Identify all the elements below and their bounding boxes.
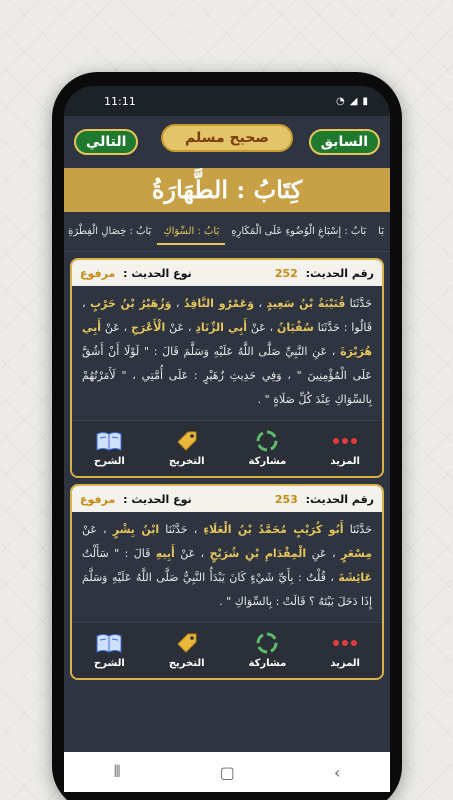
hadith-card bbox=[70, 258, 384, 478]
next-button[interactable]: التالي bbox=[74, 129, 138, 155]
more-button[interactable] bbox=[330, 632, 360, 669]
narrator-name: الْمِقْدَامِ بْنِ شُرَيْحٍ bbox=[209, 547, 307, 560]
hadith-text bbox=[72, 512, 382, 622]
status-bar bbox=[64, 86, 390, 116]
hadith-segment: حَدَّثَنَا bbox=[343, 523, 373, 536]
tab-chapter-4[interactable]: بَا bbox=[378, 226, 384, 237]
tab-chapter-siwak[interactable]: بَابُ : السِّوَاكِ bbox=[157, 218, 225, 245]
narrator-name: ابْنُ بِشْرٍ bbox=[112, 523, 160, 536]
app-screen bbox=[64, 86, 390, 792]
hadith-number: 252 bbox=[274, 266, 298, 280]
back-icon[interactable]: ‹ bbox=[334, 762, 341, 782]
hadith-type-label: نوع الحديث : bbox=[123, 492, 192, 506]
book-icon bbox=[95, 632, 123, 654]
takhrij-button[interactable] bbox=[169, 632, 205, 669]
explanation-button[interactable] bbox=[94, 632, 125, 669]
hadith-segment: ، bbox=[254, 297, 267, 310]
home-icon[interactable]: ▢ bbox=[219, 762, 235, 782]
chapter-tabs bbox=[64, 212, 390, 252]
narrator-name: أَبِي الزِّنَادِ bbox=[195, 321, 248, 334]
narrator-name: قُتَيْبَةُ بْنُ سَعِيدٍ bbox=[266, 297, 346, 310]
narrator-name: أَبِي هُرَيْرَةَ bbox=[82, 321, 372, 358]
hadith-segment: ، عَنِ bbox=[306, 547, 341, 560]
wifi-icon: ◔ bbox=[336, 95, 345, 107]
narrator-name: أَبِيهِ bbox=[155, 547, 175, 560]
hadith-segment: ، قُلْتُ : بِأَيِّ شَيْءٍ كَانَ يَبْدَأُ النَّبِيُّ صَلَّى اللَّهُ عَلَيْهِ وَسَلَّمَ إِذَا دَخَلَ بَيْتَهُ ؟ قَالَتْ : بِالسِّوَاكِ " . bbox=[82, 571, 372, 608]
hadith-segment: ، عَنْ bbox=[247, 321, 278, 334]
share-icon bbox=[253, 632, 281, 654]
hadith-number-label: رقم الحديث: bbox=[305, 266, 374, 280]
more-icon bbox=[331, 632, 359, 654]
share-label: مشاركة bbox=[248, 456, 287, 467]
book-title-banner: كِتَابُ : الطَّهَارَةُ bbox=[64, 168, 390, 212]
hadith-segment: ، عَنِ النَّبِيِّ صَلَّى اللَّهُ عَلَيْهِ وَسَلَّمَ قَالَ : " لَوْلَا أَنْ أَشُقَّ عَلَى الْمُؤْمِنِينَ " ، وَفِي حَدِيثِ زُهَيْرٍ : عَلَى أُمَّتِي ، " لَأَمَرْتُهُمْ بِالسِّوَاكِ عِنْدَ كُلِّ صَلَاةٍ " . bbox=[82, 345, 372, 406]
hadith-segment: ، قَالُوا : حَدَّثَنَا bbox=[82, 297, 372, 334]
hadith-segment: ، حَدَّثَنَا bbox=[159, 523, 204, 536]
share-button[interactable] bbox=[249, 430, 287, 467]
tag-icon bbox=[173, 632, 201, 654]
more-label: المزيد bbox=[330, 658, 360, 669]
tab-chapter-3[interactable]: بَابُ : إِسْبَاغِ الْوُضُوءِ عَلَى الْمَكَارِهِ bbox=[231, 226, 367, 237]
narrator-name: وَعَمْرٌو النَّاقِدُ bbox=[183, 297, 255, 310]
hadith-segment: ، عَنْ bbox=[174, 547, 210, 560]
hadith-type: مرفوع bbox=[80, 492, 116, 506]
narrator-name: عَائِشَةَ bbox=[338, 571, 372, 584]
tag-icon bbox=[173, 430, 201, 452]
hadith-actions bbox=[72, 622, 382, 678]
hadith-type: مرفوع bbox=[80, 266, 116, 280]
hadith-text bbox=[72, 286, 382, 420]
explanation-button[interactable] bbox=[94, 430, 125, 467]
previous-button[interactable]: السابق bbox=[309, 129, 380, 155]
more-label: المزيد bbox=[330, 456, 360, 467]
hadith-actions bbox=[72, 420, 382, 476]
share-label: مشاركة bbox=[248, 658, 287, 669]
hadith-segment: ، عَنْ bbox=[101, 321, 131, 334]
book-icon bbox=[95, 430, 123, 452]
hadith-number: 253 bbox=[274, 492, 298, 506]
status-time: 11:11 bbox=[104, 94, 136, 108]
hadith-segment: ، عَنْ bbox=[82, 523, 113, 536]
more-button[interactable] bbox=[330, 430, 360, 467]
explanation-label: الشرح bbox=[94, 456, 125, 467]
hadith-card bbox=[70, 484, 384, 680]
share-button[interactable] bbox=[249, 632, 287, 669]
hadith-segment: ، عَنْ bbox=[165, 321, 196, 334]
hadith-segment: ، bbox=[171, 297, 184, 310]
more-icon bbox=[331, 430, 359, 452]
narrator-name: الْأَعْرَجِ bbox=[131, 321, 166, 334]
takhrij-button[interactable] bbox=[169, 430, 205, 467]
narrator-name: سُفْيَانُ bbox=[277, 321, 314, 334]
status-icons bbox=[336, 96, 368, 107]
explanation-label: الشرح bbox=[94, 658, 125, 669]
takhrij-label: التخريج bbox=[168, 658, 205, 669]
signal-icon: ◢ bbox=[349, 95, 358, 107]
narrator-name: مِسْعَرٍ bbox=[340, 547, 373, 560]
battery-icon: ▮ bbox=[362, 95, 368, 107]
narrator-name: وَزُهَيْرُ بْنُ حَرْبٍ bbox=[89, 297, 172, 310]
hadith-type-label: نوع الحديث : bbox=[123, 266, 192, 280]
hadith-card-header bbox=[72, 486, 382, 512]
recents-icon[interactable]: ⦀ bbox=[113, 762, 121, 781]
app-bar bbox=[64, 116, 390, 168]
system-nav-bar bbox=[64, 752, 390, 792]
book-collection-title: صحيح مسلم bbox=[161, 124, 293, 152]
takhrij-label: التخريج bbox=[168, 456, 205, 467]
hadith-number-label: رقم الحديث: bbox=[305, 492, 374, 506]
share-icon bbox=[253, 430, 281, 452]
tab-chapter-fitra[interactable]: بَابُ : خِصَالِ الْفِطْرَةِ bbox=[68, 226, 152, 237]
hadith-card-header bbox=[72, 260, 382, 286]
hadith-segment: حَدَّثَنَا bbox=[345, 297, 372, 310]
narrator-name: أَبُو كُرَيْبٍ مُحَمَّدُ بْنُ الْعَلَاءِ bbox=[203, 523, 344, 536]
hadith-segment: قَالَ : " سَأَلْتُ bbox=[82, 547, 156, 560]
